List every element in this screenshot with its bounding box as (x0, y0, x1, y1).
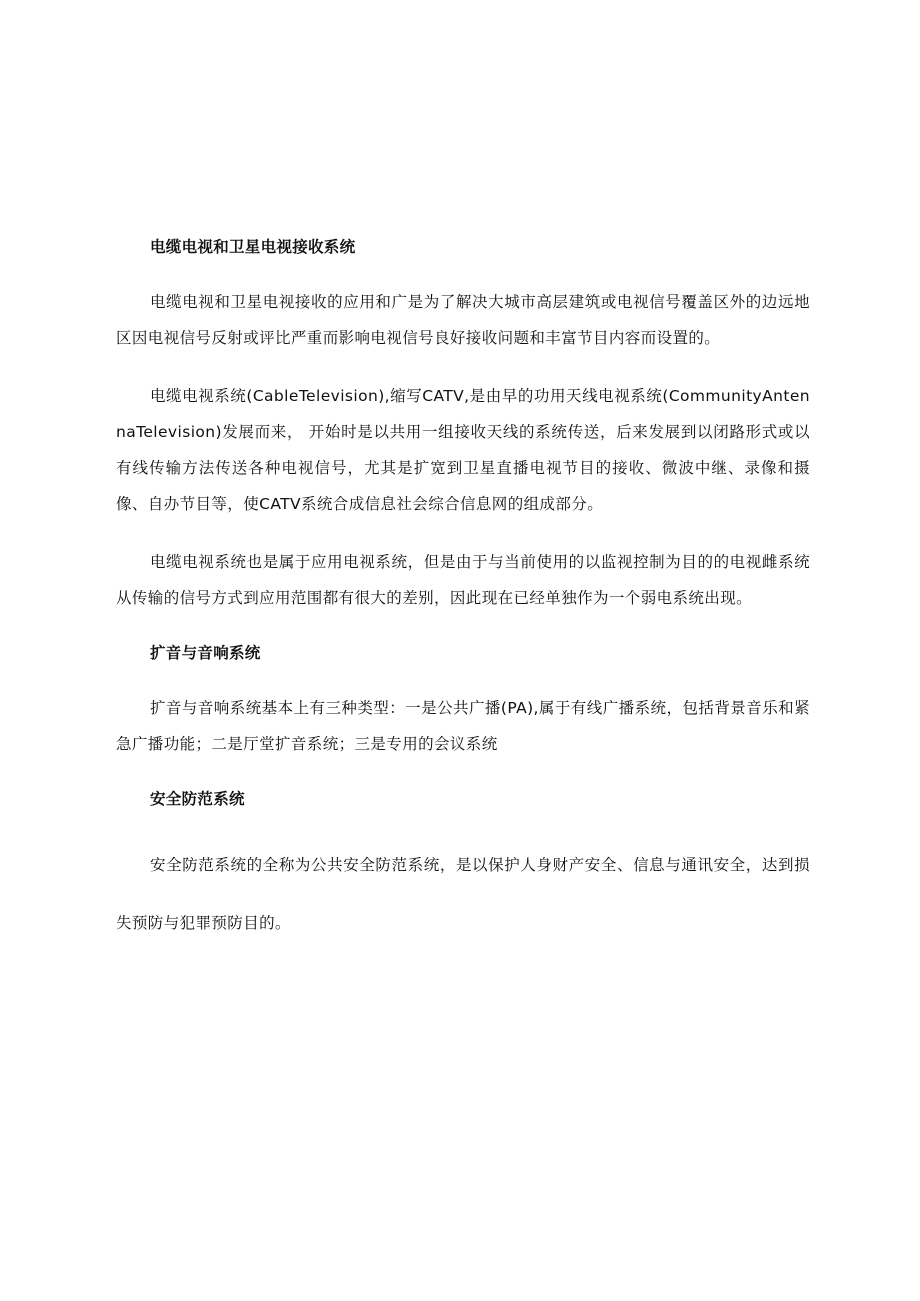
paragraph-security-definition: 安全防范系统的全称为公共安全防范系统，是以保护人身财产安全、信息与通讯安全，达到损失预防与犯罪预防目的。 (116, 856, 810, 932)
document-body (116, 230, 810, 952)
section-heading-catv: 电缆电视和卫星电视接收系统 (150, 238, 356, 256)
paragraph-pa-types: 扩音与音响系统基本上有三种类型：一是公共广播(PA),属于有线广播系统，包括背景音乐和紧急广播功能；二是厅堂扩音系统；三是专用的会议系统 (116, 699, 810, 753)
section-heading-pa: 扩音与音响系统 (150, 644, 261, 662)
paragraph-catv-definition: 电缆电视系统(CableTelevision),缩写CATV,是由早的功用天线电视系统(CommunityAntennaTelevision)发展而来， 开始时是以共用一组接收天线的系统传送，后来发展到以闭路形式或以有线传输方法传送各种电视信号，尤其是扩宽到卫星直播电视节目的接收、微波中继、录像和摄像、自办节目等，使CATV系统合成信息社会综合信息网的组成部分。 (116, 387, 810, 513)
paragraph-catv-intro: 电缆电视和卫星电视接收的应用和广是为了解决大城市高层建筑或电视信号覆盖区外的边远地区因电视信号反射或评比严重而影响电视信号良好接收问题和丰富节目内容而设置的。 (116, 293, 810, 347)
section-heading-security: 安全防范系统 (150, 790, 245, 808)
paragraph-catv-distinction: 电缆电视系统也是属于应用电视系统，但是由于与当前使用的以监视控制为目的的电视雌系统从传输的信号方式到应用范围都有很大的差别，因此现在已经单独作为一个弱电系统出现。 (116, 553, 810, 607)
